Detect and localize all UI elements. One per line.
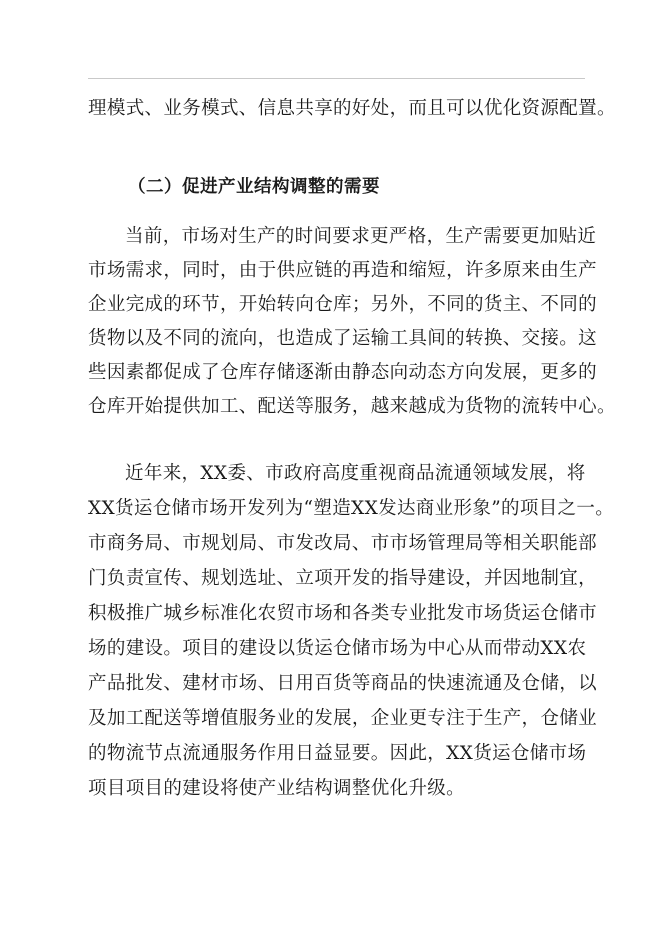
carryover-line: 理模式、业务模式、信息共享的好处，而且可以优化资源配置。 (88, 98, 616, 119)
paragraph-line: 当前，市场对生产的时间要求更严格，生产需要更加贴近 (125, 226, 597, 247)
paragraph-line: 仓库开始提供加工、配送等服务，越来越成为货物的流转中心。 (88, 396, 616, 417)
paragraph-line: 及加工配送等增值服务业的发展，企业更专注于生产，仓储业 (88, 708, 597, 729)
paragraph-line: 些因素都促成了仓库存储逐渐由静态向动态方向发展，更多的 (88, 362, 597, 383)
paragraph-line: 近年来，XX委、市政府高度重视商品流通领域发展，将 (125, 463, 586, 484)
paragraph-line: XX货运仓储市场开发列为“塑造XX发达商业形象”的项目之一。 (88, 498, 615, 519)
paragraph-line: 门负责宣传、规划选址、立项开发的指导建设，并因地制宜， (88, 568, 597, 589)
section-heading: （二）促进产业结构调整的需要 (128, 177, 380, 197)
paragraph-line: 积极推广城乡标准化农贸市场和各类专业批发市场货运仓储市 (88, 603, 597, 624)
paragraph-line: 项目项目的建设将使产业结构调整优化升级。 (88, 778, 466, 799)
paragraph-line: 市商务局、市规划局、市发改局、市市场管理局等相关职能部 (88, 533, 597, 554)
paragraph-line: 市场需求，同时，由于供应链的再造和缩短，许多原来由生产 (88, 260, 597, 281)
paragraph-line: 企业完成的环节，开始转向仓库；另外，不同的货主、不同的 (88, 294, 597, 315)
paragraph-line: 场的建设。项目的建设以货运仓储市场为中心从而带动XX农 (88, 638, 587, 659)
header-rule (88, 78, 585, 79)
paragraph-line: 产品批发、建材市场、日用百货等商品的快速流通及仓储，以 (88, 673, 597, 694)
paragraph-line: 的物流节点流通服务作用日益显要。因此，XX货运仓储市场 (88, 743, 587, 764)
paragraph-line: 货物以及不同的流向，也造成了运输工具间的转换、交接。这 (88, 328, 597, 349)
